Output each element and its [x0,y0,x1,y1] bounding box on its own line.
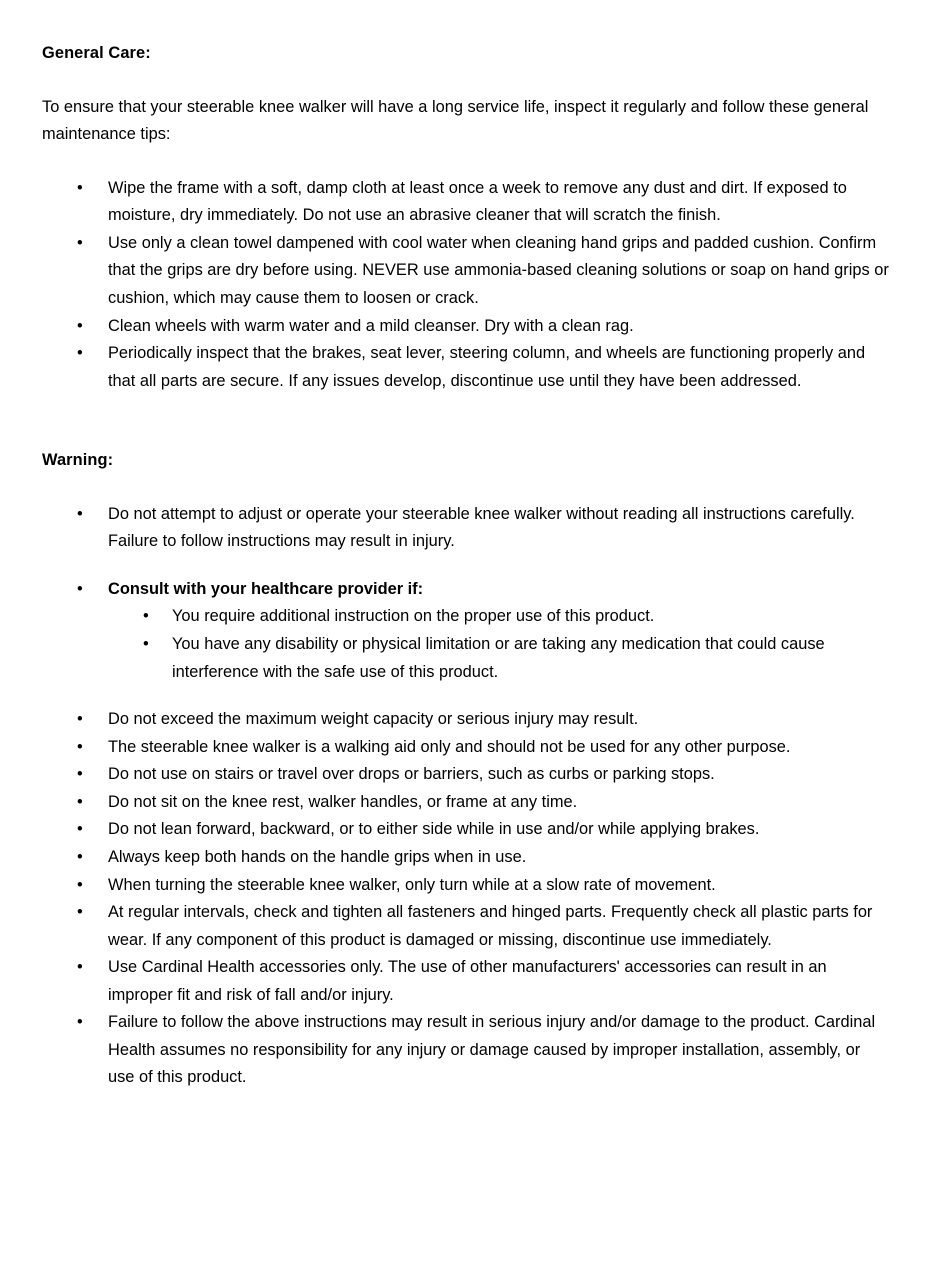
list-item-text: The steerable knee walker is a walking aid only and should not be used for any other purpose. [108,737,791,756]
list-item [42,706,890,734]
bullet-icon: • [77,504,83,523]
list-item [42,734,890,762]
list-item-text: At regular intervals, check and tighten all fasteners and hinged parts. Frequently check all plastic parts for wear. If any component of this product is damaged or missing, discontinue use immediately. [108,903,873,949]
list-item [42,789,890,817]
list-item [42,1009,890,1092]
bullet-icon: • [77,820,83,839]
bullet-icon: • [77,1013,83,1032]
bullet-icon: • [77,178,83,197]
list-item [42,761,890,789]
bullet-icon: • [77,233,83,252]
list-item-text: Do not use on stairs or travel over drops or barriers, such as curbs or parking stops. [108,765,715,784]
general-care-heading: General Care: [42,44,151,62]
list-item-text: Do not exceed the maximum weight capacity or serious injury may result. [108,710,639,729]
spacer [42,149,890,175]
general-care-bullet-list [42,175,890,396]
bullet-icon: • [77,847,83,866]
spacer [42,68,890,94]
spacer [42,395,890,447]
sub-list-item [108,603,890,631]
bullet-icon: • [143,635,149,653]
list-item-text: Always keep both hands on the handle grips when in use. [108,847,527,866]
list-item-text: Do not lean forward, backward, or to either side while in use and/or while applying brakes. [108,820,760,839]
bullet-icon: • [77,903,83,922]
bullet-icon: • [77,792,83,811]
general-care-intro-paragraph: To ensure that your steerable knee walker will have a long service life, inspect it regularly and follow these general maintenance tips: [42,97,869,144]
list-item [42,313,890,341]
list-item-text: Failure to follow the above instructions may result in serious injury and/or damage to the product. Cardinal Health assumes no responsibility for any injury or damage caused by improper installation, assembly, or use of this product. [108,1013,876,1087]
bullet-icon: • [77,344,83,363]
list-item-text: Periodically inspect that the brakes, seat lever, steering column, and wheels are functioning properly and that all parts are secure. If any issues develop, discontinue use until they have been addressed. [108,344,866,390]
bullet-icon: • [143,607,149,626]
spacer [42,556,890,576]
list-item-text: Consult with your healthcare provider if: [108,579,424,598]
bullet-icon: • [77,765,83,784]
list-item [42,872,890,900]
list-item-text: Do not attempt to adjust or operate your steerable knee walker without reading all instructions carefully. Failure to follow instructions may result in injury. [108,504,855,551]
list-item [42,501,890,556]
list-item-text: Use Cardinal Health accessories only. The use of other manufacturers' accessories can result in an improper fit and risk of fall and/or injury. [108,958,827,1004]
sub-list-item-text: You have any disability or physical limitation or are taking any medication that could cause interference with the safe use of this product. [172,635,825,681]
list-item-text: Do not sit on the knee rest, walker handles, or frame at any time. [108,792,578,811]
consult-provider-sublist [108,603,890,686]
list-item [42,954,890,1009]
list-item [42,899,890,954]
list-item [42,340,890,395]
bullet-icon: • [77,875,83,894]
spacer [42,475,890,501]
list-item [42,816,890,844]
list-item-text: Clean wheels with warm water and a mild cleanser. Dry with a clean rag. [108,316,634,335]
bullet-icon: • [77,737,83,756]
list-item-text: Wipe the frame with a soft, damp cloth at least once a week to remove any dust and dirt. If exposed to moisture, dry immediately. Do not use an abrasive cleaner that will scratch the finish. [108,178,847,225]
bullet-icon: • [77,958,83,977]
warning-heading: Warning: [42,451,114,470]
consult-provider-list [42,576,890,686]
list-item [42,230,890,313]
list-item-text: When turning the steerable knee walker, only turn while at a slow rate of movement. [108,875,716,894]
list-item-consult-provider [42,576,890,686]
document-body [42,40,890,1092]
list-item-text: Use only a clean towel dampened with cool water when cleaning hand grips and padded cushion. Confirm that the grips are dry before using. NEVER use ammonia-based cleaning solutions or soap on hand grips or cushion, which may cause them to loosen or crack. [108,233,889,307]
bullet-icon: • [77,579,83,598]
warning-bullet-list-primary [42,501,890,556]
bullet-icon: • [77,316,83,335]
spacer [42,686,890,706]
sub-list-item [108,631,890,686]
bullet-icon: • [77,710,83,729]
sub-list-item-text: You require additional instruction on the proper use of this product. [172,607,655,626]
warning-bullet-list-secondary [42,706,890,1092]
list-item [42,175,890,230]
list-item [42,844,890,872]
